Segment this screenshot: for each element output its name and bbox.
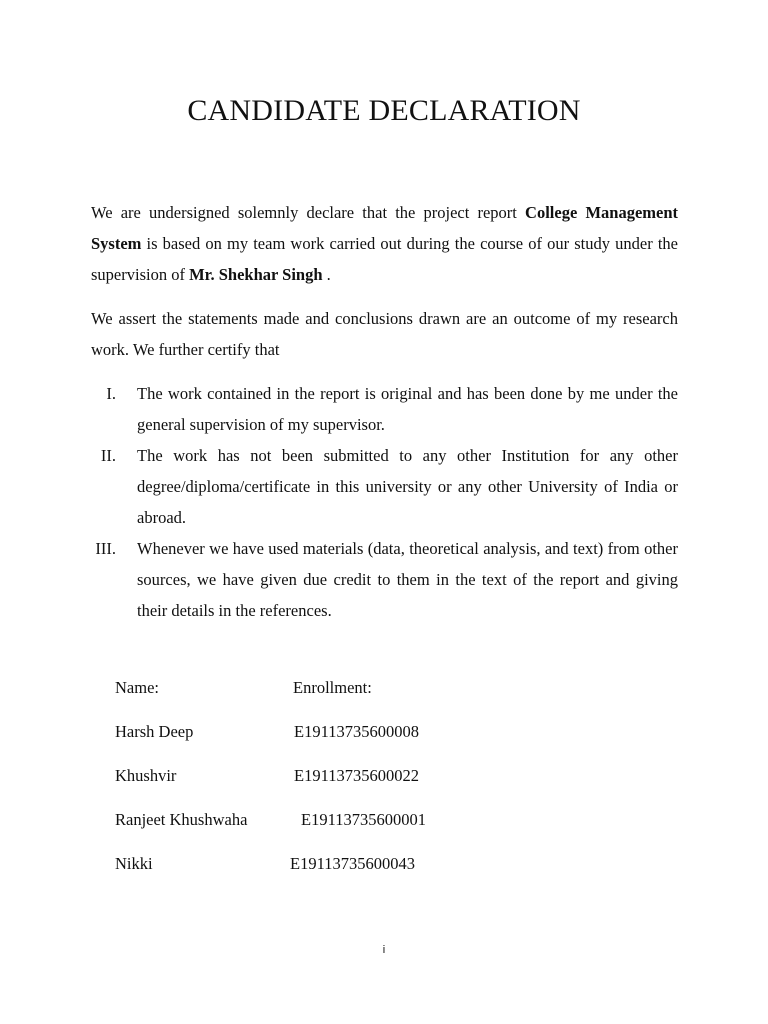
list-numeral: II. (100, 446, 116, 465)
candidate-enrollment: E19113735600043 (290, 854, 415, 873)
candidate-name: Ranjeet Khushwaha (115, 810, 248, 829)
project-name: College Management System (91, 203, 679, 253)
list-item-text: The work has not been submitted to any other Institution for any other degree/diploma/certificate in this university or any other University of India or abroad. (137, 446, 678, 527)
candidate-name: Khushvir (115, 766, 177, 785)
candidate-table (115, 676, 535, 896)
page-number: i (382, 944, 386, 956)
candidate-name: Harsh Deep (115, 722, 194, 741)
paragraph-text: is based on my team work carried out during the course of our study under the supervision of (91, 234, 678, 284)
enrollment-header: Enrollment: (293, 678, 372, 697)
table-row (115, 720, 535, 764)
candidate-enrollment: E19113735600001 (301, 810, 426, 829)
list-numeral: III. (95, 539, 116, 558)
table-row (115, 852, 535, 896)
list-item-text: The work contained in the report is original and has been done by me under the general supervision of my supervisor. (137, 384, 678, 434)
candidate-enrollment: E19113735600022 (294, 766, 419, 785)
name-header: Name: (115, 678, 159, 697)
candidate-enrollment: E19113735600008 (294, 722, 419, 741)
table-header-row (115, 676, 535, 720)
candidate-name: Nikki (115, 854, 153, 873)
list-item-text: Whenever we have used materials (data, theoretical analysis, and text) from other sources, we have given due credit to them in the text of the report and giving their details in the references. (137, 539, 678, 620)
paragraph-text: . (322, 265, 331, 284)
declaration-paragraph (91, 197, 678, 290)
page-title: CANDIDATE DECLARATION (187, 94, 581, 127)
assertion-paragraph: We assert the statements made and conclusions drawn are an outcome of my research work. We further certify that (91, 309, 678, 359)
paragraph-text: We are undersigned solemnly declare that the project report (91, 203, 526, 222)
table-row (115, 764, 535, 808)
list-numeral: I. (106, 384, 116, 403)
list-item (78, 378, 678, 440)
certification-list (78, 378, 678, 626)
list-item (78, 440, 678, 533)
supervisor-name: Mr. Shekhar Singh (189, 265, 323, 284)
list-item (78, 533, 678, 626)
table-row (115, 808, 535, 852)
